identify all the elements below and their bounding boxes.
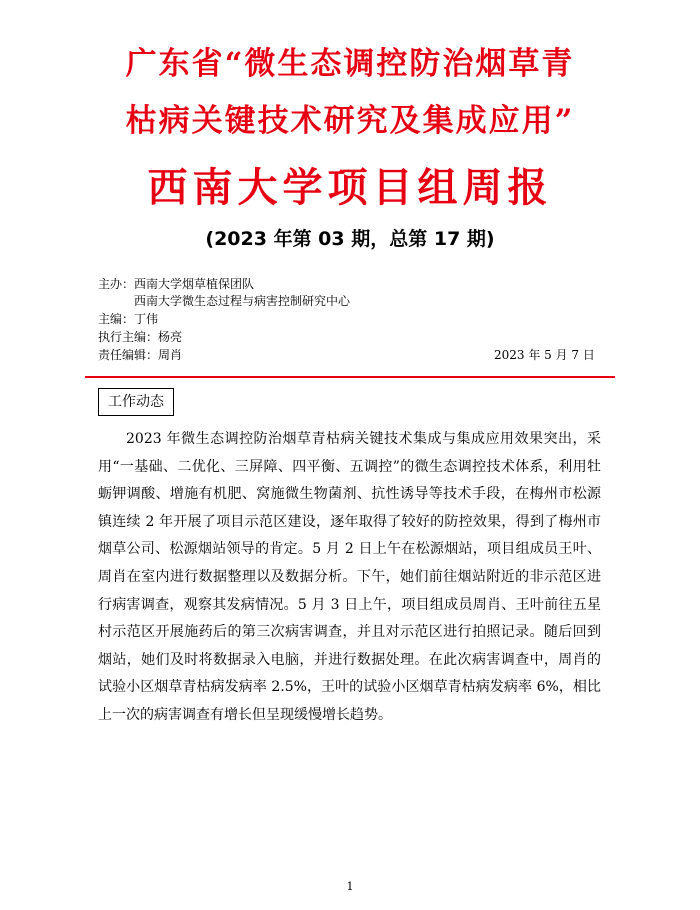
responsible-editor: 责任编辑：周肖	[98, 348, 183, 362]
title-line-2: 枯病关键技术研究及集成应用”	[125, 103, 575, 139]
publish-date: 2023 年 5 月 7 日	[494, 348, 595, 362]
chief-editor: 主编：丁伟	[98, 312, 159, 326]
sponsor-1: 西南大学烟草植保团队	[134, 277, 255, 291]
sponsor-label: 主办：	[98, 277, 135, 291]
work-update-paragraph: 2023 年微生态调控防治烟草青枯病关键技术集成与集成应用效果突出，采用“一基础、二优化、三屏障、四平衡、五调控”的微生态调控技术体系，利用牡蛎钾调酸、增施有机肥、窝施微生物菌剂、抗性诱导等技术手段，在梅州市松源镇连续 2 年开展了项目示范区建设，逐年取得了较好的防控效果，得到了梅州市烟草公司、松源烟站领导的肯定。5 月 2 日上午在松源烟站，项目组成员王叶、周肖在室内进行数据整理以及数据分析。下午，她们前往烟站附近的非示范区进行病害调查，观察其发病情况。5 月 3 日上午，项目组成员周肖、王叶前往五星村示范区开展施药后的第三次病害调查，并且对示范区进行拍照记录。随后回到烟站，她们及时将数据录入电脑，并进行数据处理。在此次病害调查中，周肖的试验小区烟草青枯病发病率 2.5%，王叶的试验小区烟草青枯病发病率 6%，相比上一次的病害调查有增长但呈现缓慢增长趋势。	[98, 431, 601, 723]
issue-number: (2023 年第 03 期，总第 17 期)	[205, 228, 495, 250]
section-heading: 工作动态	[98, 388, 174, 416]
newsletter-title: 西南大学项目组周报	[147, 164, 553, 211]
sponsor-2: 西南大学微生态过程与病害控制研究中心	[134, 294, 351, 308]
executive-editor: 执行主编：杨亮	[98, 330, 183, 344]
page-number: 1	[346, 880, 354, 893]
red-divider	[85, 376, 615, 378]
title-line-1: 广东省“微生态调控防治烟草青	[125, 46, 575, 82]
